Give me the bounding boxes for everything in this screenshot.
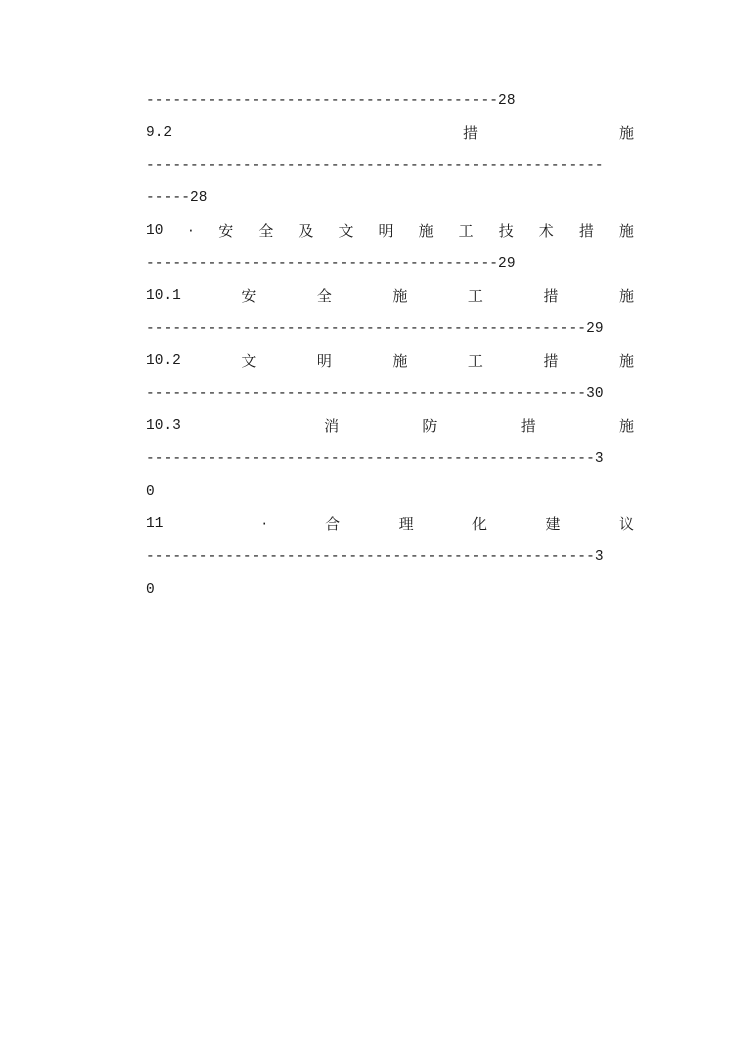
toc-entry-char: 施 xyxy=(618,352,634,370)
toc-entry-char: 措 xyxy=(463,124,479,142)
toc-entry-char: 文 xyxy=(241,352,257,370)
toc-entry-char: 明 xyxy=(378,222,394,240)
toc-leader-line: ----------------------------------------28 xyxy=(146,93,516,109)
toc-entry-char: 技 xyxy=(498,222,514,240)
toc-entry-char: 安 xyxy=(218,222,234,240)
toc-leader-line: ----------------------------------------29 xyxy=(146,256,516,272)
toc-entry-char: 化 xyxy=(472,515,488,533)
toc-entry-char: 全 xyxy=(258,222,274,240)
toc-entry-10-2 xyxy=(146,350,634,372)
toc-entry-char: 措 xyxy=(543,352,559,370)
toc-entry-char: 理 xyxy=(398,515,414,533)
toc-entry-char: 施 xyxy=(392,287,408,305)
toc-entry-char: 文 xyxy=(338,222,354,240)
toc-entry-number: 10 xyxy=(146,223,164,239)
toc-entry-number: 11 xyxy=(146,516,164,532)
toc-entry-char: 施 xyxy=(618,222,634,240)
toc-leader-line: --------------------------------------------------30 xyxy=(146,386,604,402)
toc-entry-number: 9.2 xyxy=(146,125,173,141)
toc-entry-number: 10.2 xyxy=(146,353,181,369)
toc-entry-dot: · xyxy=(188,222,194,240)
toc-entry-char: 施 xyxy=(418,222,434,240)
toc-entry-10-1 xyxy=(146,285,634,307)
toc-entry-9-2 xyxy=(146,122,634,144)
toc-entry-char: 工 xyxy=(467,287,483,305)
toc-entry-char: 全 xyxy=(316,287,332,305)
toc-entry-char: 工 xyxy=(458,222,474,240)
toc-entry-number: 10.1 xyxy=(146,288,181,304)
toc-entry-char: 施 xyxy=(392,352,408,370)
toc-leader-line: 0 xyxy=(146,582,155,598)
toc-entry-char: 措 xyxy=(520,417,536,435)
toc-leader-line: ---------------------------------------------------3 xyxy=(146,549,604,565)
toc-leader-line: ---------------------------------------------------- xyxy=(146,158,604,174)
toc-entry-char: 消 xyxy=(324,417,340,435)
toc-entry-char: 施 xyxy=(618,287,634,305)
toc-entry-char: 建 xyxy=(545,515,561,533)
toc-entry-char: 明 xyxy=(316,352,332,370)
toc-entry-char: 防 xyxy=(422,417,438,435)
toc-leader-line: -----28 xyxy=(146,190,208,206)
toc-entry-char: 议 xyxy=(618,515,634,533)
toc-entry-char: 措 xyxy=(578,222,594,240)
toc-entry-char: 安 xyxy=(241,287,257,305)
toc-entry-char: 合 xyxy=(325,515,341,533)
toc-leader-line: 0 xyxy=(146,484,155,500)
toc-entry-number: 10.3 xyxy=(146,418,181,434)
toc-entry-char: 术 xyxy=(538,222,554,240)
toc-entry-char: 施 xyxy=(618,417,634,435)
toc-entry-dot: · xyxy=(261,515,267,533)
toc-leader-line: --------------------------------------------------29 xyxy=(146,321,604,337)
toc-entry-10 xyxy=(146,220,634,242)
toc-entry-char: 措 xyxy=(543,287,559,305)
toc-leader-line: ---------------------------------------------------3 xyxy=(146,451,604,467)
toc-entry-char: 工 xyxy=(467,352,483,370)
toc-entry-11 xyxy=(146,513,634,535)
toc-entry-10-3 xyxy=(146,415,634,437)
toc-entry-char: 及 xyxy=(298,222,314,240)
toc-entry-char: 施 xyxy=(618,124,634,142)
